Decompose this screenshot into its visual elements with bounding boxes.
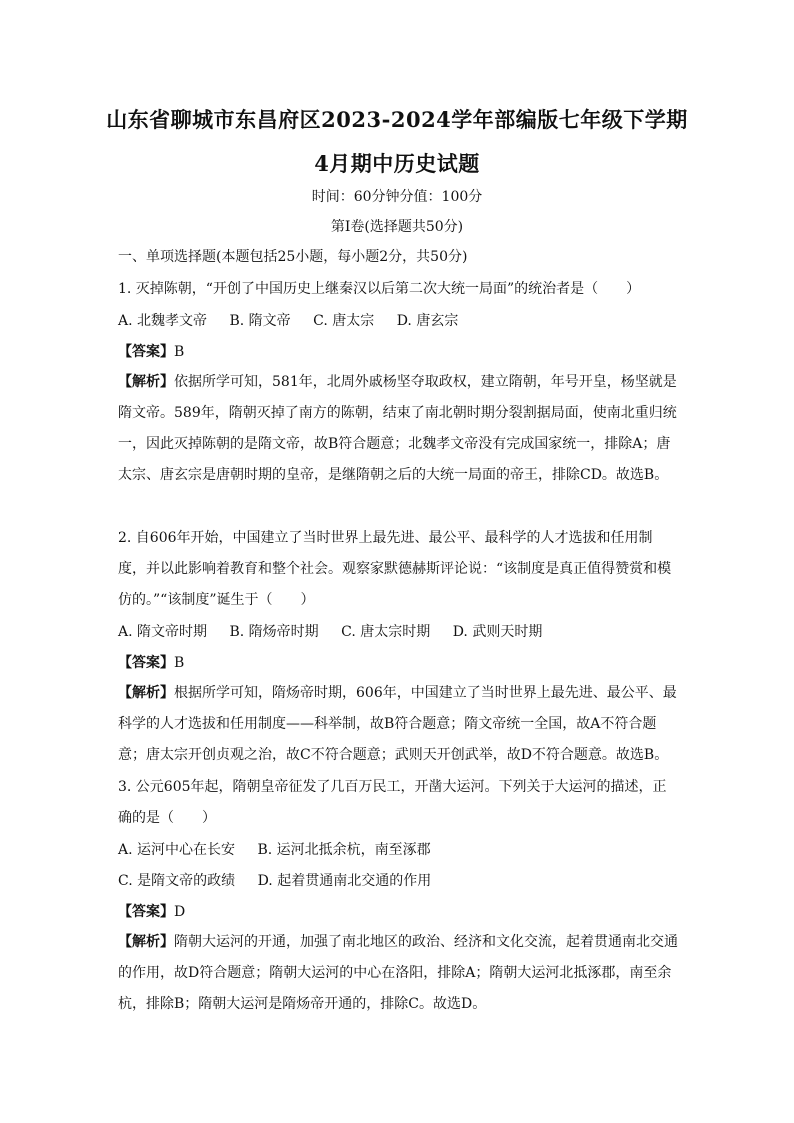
analysis-label: 【解析】 [118,374,174,390]
option-b: B. 运河北抵余杭，南至涿郡 [257,842,431,858]
page-title-line1: 山东省聊城市东昌府区2023-2024学年部编版七年级下学期 [106,107,688,132]
question-2-options [118,622,678,642]
answer-label: 【答案】 [118,344,174,360]
question-1-answer [118,342,678,362]
question-3-answer [118,902,678,922]
volume-heading: 第I卷(选择题共50分) [330,219,464,235]
option-b: B. 隋文帝 [229,313,291,329]
analysis-text: 依据所学可知，581年，北周外戚杨坚夺取政权，建立隋朝，年号开皇，杨坚就是隋文帝。589年，隋朝灭掉了南方的陈朝，结束了南北朝时期分裂割据局面，使南北重归统一，因此灭掉陈朝的是隋文帝，故B符合题意；北魏孝文帝没有完成国家统一，排除A；唐太宗、唐玄宗是唐朝时期的皇帝，是继隋朝之后的大统一局面的帝王，排除CD。故选B。 [118,374,677,483]
question-2-analysis [118,678,678,771]
option-a: A. 隋文帝时期 [118,624,208,640]
answer-label: 【答案】 [118,655,174,671]
answer-value: B [174,344,185,360]
option-c: C. 唐太宗 [313,313,375,329]
analysis-label: 【解析】 [118,685,174,701]
analysis-text: 隋朝大运河的开通，加强了南北地区的政治、经济和文化交流，起着贯通南北交通的作用，故D符合题意；隋朝大运河的中心在洛阳，排除A；隋朝大运河北抵涿郡，南至余杭，排除B；隋朝大运河是隋炀帝开通的，排除C。故选D。 [118,934,678,1012]
option-b: B. 隋炀帝时期 [229,624,319,640]
question-3-options-row1 [118,840,678,860]
question-1-stem: 1. 灭掉陈朝，“开创了中国历史上继秦汉以后第二次大统一局面”的统治者是（ ） [118,281,641,297]
question-2-answer [118,653,678,673]
page-title-line2: 4月期中历史试题 [314,151,480,176]
option-a: A. 北魏孝文帝 [118,313,208,329]
option-c: C. 唐太宗时期 [341,624,431,640]
question-3-stem: 3. 公元605年起，隋朝皇帝征发了几百万民工，开凿大运河。下列关于大运河的描述，正确的是（ ） [118,779,667,826]
question-3-analysis [118,927,678,1020]
answer-label: 【答案】 [118,904,174,920]
question-1-options [118,311,678,331]
analysis-label: 【解析】 [118,934,174,950]
answer-value: D [174,904,186,920]
time-info: 时间：60分钟分值：100分 [311,189,483,205]
question-1-analysis [118,367,678,491]
answer-value: B [174,655,185,671]
analysis-text: 根据所学可知，隋炀帝时期，606年，中国建立了当时世界上最先进、最公平、最科学的人才选拔和任用制度——科举制，故B符合题意；隋文帝统一全国，故A不符合题意；唐太宗开创贞观之治，故C不符合题意；武则天开创武举，故D不符合题意。故选B。 [118,685,677,763]
option-d: D. 武则天时期 [452,624,543,640]
option-c: C. 是隋文帝的政绩 [118,873,236,889]
question-2-stem: 2. 自606年开始，中国建立了当时世界上最先进、最公平、最科学的人才选拔和任用制度，并以此影响着教育和整个社会。观察家默德赫斯评论说：“该制度是真正值得赞赏和模仿的。”“该制度”诞生于（ ） [118,530,672,608]
question-3-options-row2 [118,871,678,891]
option-d: D. 唐玄宗 [396,313,459,329]
option-d: D. 起着贯通南北交通的作用 [257,873,432,889]
option-a: A. 运河中心在长安 [118,842,236,858]
section-heading: 一、单项选择题(本题包括25小题，每小题2分，共50分) [118,249,468,265]
